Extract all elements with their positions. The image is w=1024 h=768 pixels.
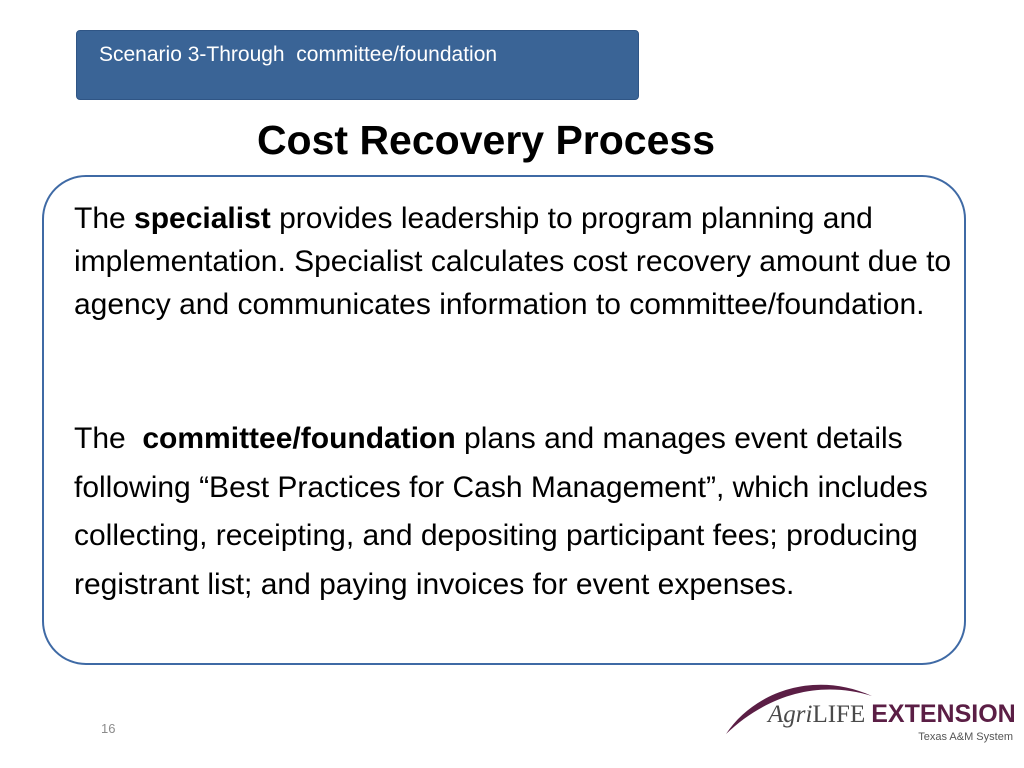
paragraph-body: plans and manages event details following “Best Practices for Cash Management”, which includes collecting, receipting, and depositing participant fees; producing registrant list; and paying invoices for event expenses. [74,422,928,601]
slide-number: 16 [101,721,116,736]
scenario-label: Scenario 3-Through committee/foundation [99,43,498,66]
paragraph-prefix: The [74,202,135,235]
logo-tagline: Texas A&M System [918,731,1013,743]
paragraph-prefix: The [74,422,143,455]
slide-title: Cost Recovery Process [256,117,716,163]
scenario-banner [76,30,639,100]
paragraph-body: provides leadership to program planning and implementation. Specialist calculates cost recovery amount due to agency and communicates information to committee/foundation. [74,202,952,321]
logo-extension: EXTENSION [871,700,1016,728]
bold-term-committee: committee/foundation [142,422,456,455]
logo-life: LIFE [812,701,866,728]
content-box [42,175,966,665]
bold-term-specialist: specialist [134,202,271,235]
paragraph-specialist [74,197,954,326]
logo-agri: Agri [768,701,813,728]
agrilife-extension-logo [724,674,1019,752]
paragraph-committee [74,415,954,609]
logo-wordmark [768,700,1016,729]
